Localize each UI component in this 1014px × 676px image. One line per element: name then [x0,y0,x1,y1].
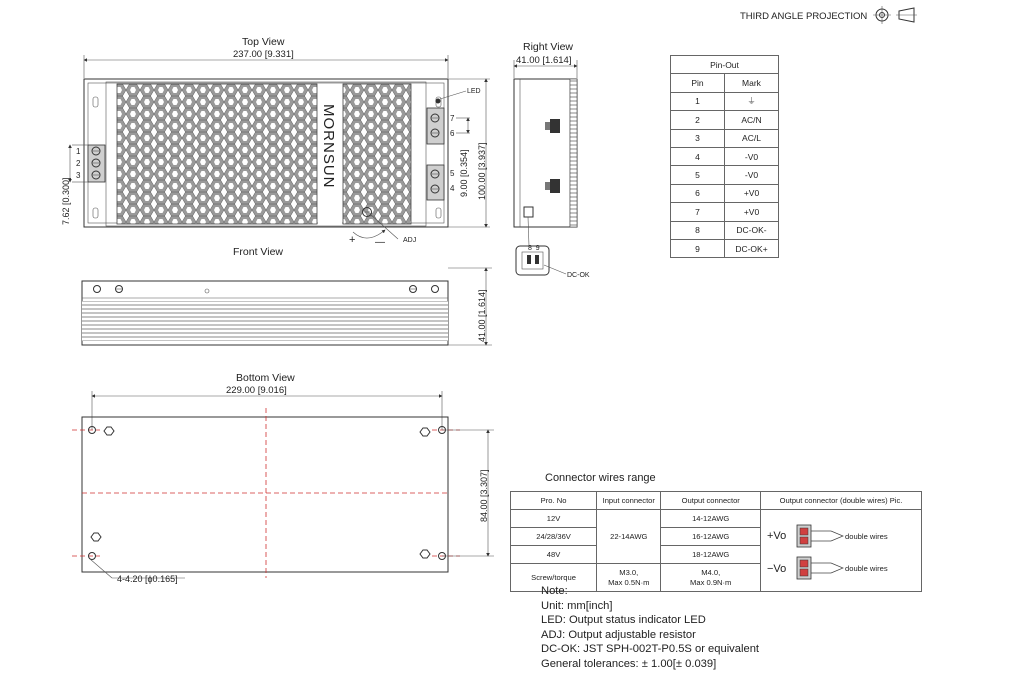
product-cell: 12V [511,510,597,528]
bottom-width-dimension: 229.00 [9.016] [226,385,287,396]
pic-minus-label: −Vo [767,562,787,575]
pinout-header-mark: Mark [725,74,779,92]
table-row [671,221,779,239]
terminal-minus-icon [797,557,843,579]
mark-cell: -V0 [725,147,779,165]
table-row [671,203,779,221]
pin-label-4: 4 [450,184,455,193]
mount-hole-callout: 4-4.20 [ϕ0.165] [117,574,178,584]
bottom-view-title: Bottom View [236,372,295,384]
table-row [671,166,779,184]
pinout-table [670,55,779,258]
input-terminal-block [88,145,105,182]
pin-label-1: 1 [76,147,81,156]
wires-header-output: Output connector [661,492,761,510]
brand-logo: MORNSUN [320,104,337,189]
front-view-title: Front View [233,246,283,258]
note-line: General tolerances: ± 1.00[± 0.039] [541,657,717,670]
adj-minus: — [375,237,385,248]
pin-label-7: 7 [450,114,455,123]
output-torque-cell: M4.0, Max 0.9N·m [661,564,761,592]
right-width-dimension: 41.00 [1.614] [516,55,572,66]
note-line: ADJ: Output adjustable resistor [541,628,696,641]
right-view-title: Right View [523,41,573,53]
input-awg-cell: 22-14AWG [597,510,661,564]
note-line: LED: Output status indicator LED [541,614,706,626]
top-view-body [84,79,448,227]
pin-label-5: 5 [450,169,455,178]
note-line: DC-OK: JST SPH-002T-P0.5S or equivalent [541,643,760,655]
product-cell: 48V [511,546,597,564]
pin-cell: 8 [671,221,725,239]
front-height-dimension: 41.00 [1.614] [477,289,487,342]
output-awg-cell: 18-12AWG [661,546,761,564]
mark-cell: +V0 [725,203,779,221]
notes-heading: Note: [541,585,568,597]
table-row [671,147,779,165]
connector-wires-table [510,491,922,592]
dc-ok-callout: DC-OK [567,272,590,279]
mark-cell: +V0 [725,184,779,202]
pin-cell: 4 [671,147,725,165]
product-cell: 24/28/36V [511,528,597,546]
pic-wires-label-plus: double wires [845,531,888,541]
output-awg-cell: 16-12AWG [661,528,761,546]
terminal-plus-icon [797,525,843,547]
double-wires-picture [761,510,922,592]
note-line: Unit: mm[inch] [541,599,613,612]
right-view-body [514,79,577,227]
projection-label: THIRD ANGLE PROJECTION [740,11,868,22]
screw-label-cell: Screw/torque [511,564,597,592]
table-row [671,92,779,110]
wires-header-double: Output connector (double wires) Pic. [761,492,922,510]
adj-plus: + [349,234,356,246]
pin-cell: 2 [671,111,725,129]
table-row [671,129,779,147]
mark-cell: AC/N [725,111,779,129]
bottom-height-dimension: 84.00 [3.307] [479,469,489,522]
table-row [671,111,779,129]
pinout-title: Pin-Out [671,56,779,74]
led-callout: LED [467,88,481,95]
output-awg-cell: 14-12AWG [661,510,761,528]
top-height-dimension: 100.00 [3.937] [477,142,487,200]
wires-header-product: Pro. No [511,492,597,510]
bottom-view-body [72,408,460,578]
table-row [671,184,779,202]
mark-cell: -V0 [725,166,779,184]
pin-cell: 3 [671,129,725,147]
output-terminal-block [427,108,444,200]
projection-symbol-icon [873,6,917,24]
pin-label-6: 6 [450,129,455,138]
pic-wires-label-minus: double wires [845,563,888,573]
notes-block [541,584,759,671]
top-width-dimension: 237.00 [9.331] [233,49,294,60]
adj-callout: ADJ [403,237,417,244]
pin-cell: 6 [671,184,725,202]
double-wires-diagram [761,511,921,589]
pic-plus-label: +Vo [767,529,787,542]
mark-cell: DC-OK- [725,221,779,239]
wires-header-input: Input connector [597,492,661,510]
mark-cell: AC/L [725,129,779,147]
led-indicator [436,99,441,104]
pin-cell: 1 [671,92,725,110]
table-row [671,239,779,257]
dc-ok-pin-numbers: 8 9 [528,245,540,252]
pin-label-2: 2 [76,159,81,168]
front-view-body [82,281,448,345]
pin-cell: 7 [671,203,725,221]
pin-cell: 5 [671,166,725,184]
pin-pitch-right-dimension: 9.00 [0.354] [459,149,469,197]
mark-cell: ⏚ [725,92,779,110]
connector-wires-title: Connector wires range [545,472,656,484]
table-row [511,510,922,528]
pin-cell: 9 [671,239,725,257]
top-view-title: Top View [242,36,285,48]
mark-cell: DC-OK+ [725,239,779,257]
pin-pitch-left-dimension: 7.62 [0.300] [61,177,71,225]
pin-label-3: 3 [76,171,81,180]
pinout-header-pin: Pin [671,74,725,92]
input-torque-cell: M3.0, Max 0.5N·m [597,564,661,592]
